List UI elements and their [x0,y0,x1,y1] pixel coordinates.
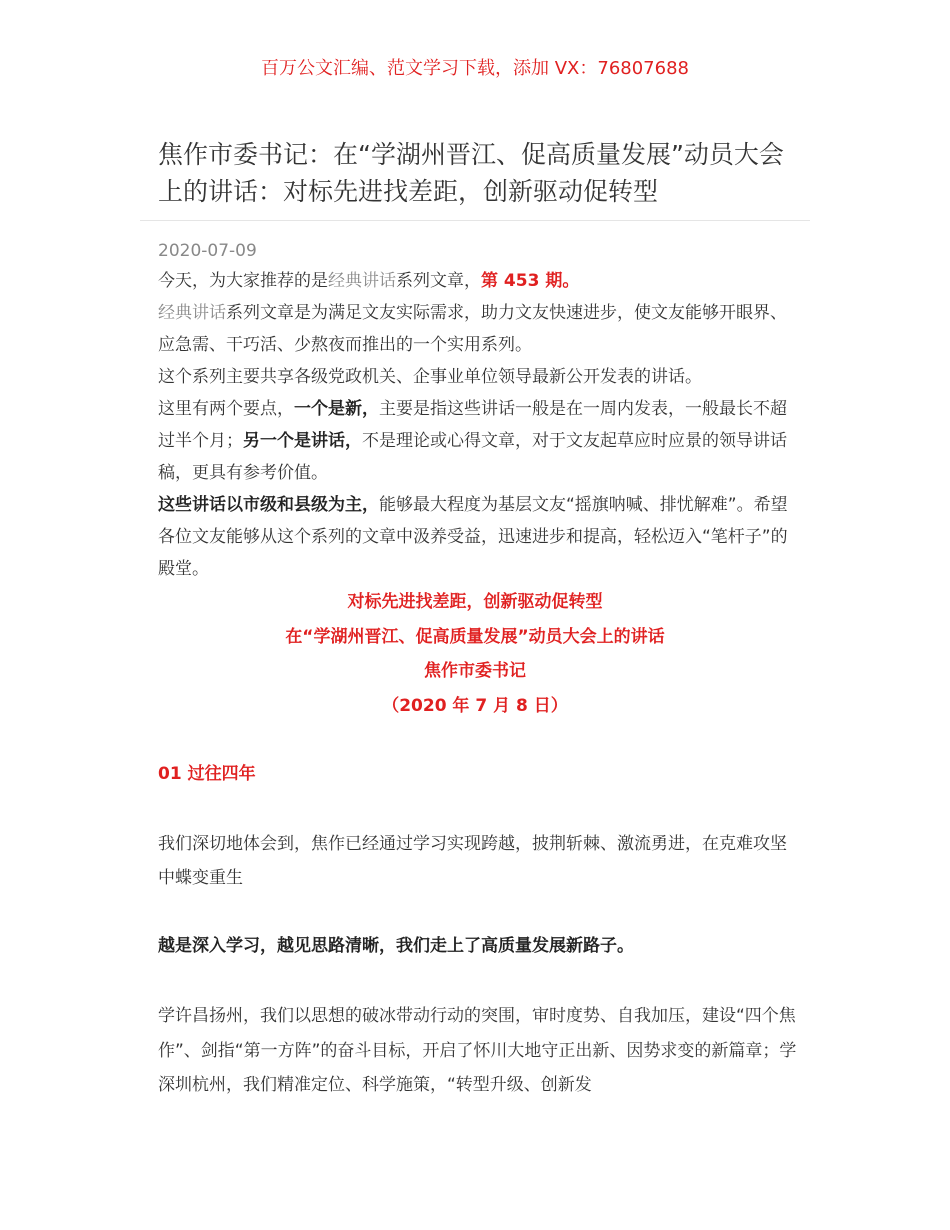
issue-number: 第 453 期。 [481,271,580,291]
intro-line-1-mid: 系列文章， [396,271,481,291]
article-title: 焦作市委书记：在“学湖州晋江、促高质量发展”动员大会上的讲话：对标先进找差距，创新驱动促转型 [158,140,784,206]
intro-section [158,265,798,585]
intro-line-4-rest: 不是理论或心得文章，对于文友起草应时应景的领导讲话稿，更具有参考价值。 [158,431,787,483]
intro-line-2 [158,297,798,361]
intro-line-5 [158,489,798,585]
paragraph [158,827,798,895]
speech-date: （2020 年 7 月 8 日） [382,695,568,716]
intro-line-5-bold: 这些讲话以市级和县级为主， [158,495,379,515]
bold-paragraph [158,930,798,962]
paragraph [158,999,798,1103]
header-notice: 百万公文汇编、范文学习下载，添加 VX：76807688 [261,58,689,79]
article-date: 2020-07-09 [158,241,257,261]
intro-line-1-pre: 今天，为大家推荐的是 [158,271,328,291]
intro-line-4-pre: 这里有两个要点， [158,399,294,419]
speech-header [0,585,950,723]
series-name: 经典讲话 [158,303,226,323]
intro-line-2-rest: 系列文章是为满足文友实际需求，助力文友快速进步，使文友能够开眼界、应急需、干巧活、少熬夜而推出的一个实用系列。 [158,303,787,355]
paragraph-text: 我们深切地体会到，焦作已经通过学习实现跨越，披荆斩棘、激流勇进，在克难攻坚中蝶变重生 [158,834,787,888]
speech-title: 对标先进找差距，创新驱动促转型 [347,592,603,612]
title-divider [140,220,810,221]
key-point-speech: 另一个是讲话， [243,431,362,451]
intro-line-5-rest: 能够最大程度为基层文友“摇旗呐喊、排忧解难”。希望各位文友能够从这个系列的文章中汲养受益，迅速进步和提高，轻松迈入“笔杆子”的殿堂。 [158,495,788,579]
intro-line-4 [158,393,798,489]
series-name: 经典讲话 [328,271,396,291]
intro-line-1 [158,265,798,297]
intro-line-4-mid: 主要是指这些讲话一般是在一周内发表，一般最长不超过半个月； [158,399,787,451]
paragraph-text: 越是深入学习，越见思路清晰，我们走上了高质量发展新路子。 [158,936,634,956]
speech-subtitle: 在“学湖州晋江、促高质量发展”动员大会上的讲话 [285,626,665,647]
speech-speaker: 焦作市委书记 [424,661,526,681]
section-heading: 01 过往四年 [158,764,256,784]
paragraph-text: 学许昌扬州，我们以思想的破冰带动行动的突围，审时度势、自我加压，建设“四个焦作”、剑指“第一方阵”的奋斗目标，开启了怀川大地守正出新、因势求变的新篇章；学深圳杭州，我们精准定位、科学施策，“转型升级、创新发 [158,1006,797,1095]
key-point-new: 一个是新， [294,399,379,419]
intro-line-3: 这个系列主要共享各级党政机关、企事业单位领导最新公开发表的讲话。 [158,367,702,387]
